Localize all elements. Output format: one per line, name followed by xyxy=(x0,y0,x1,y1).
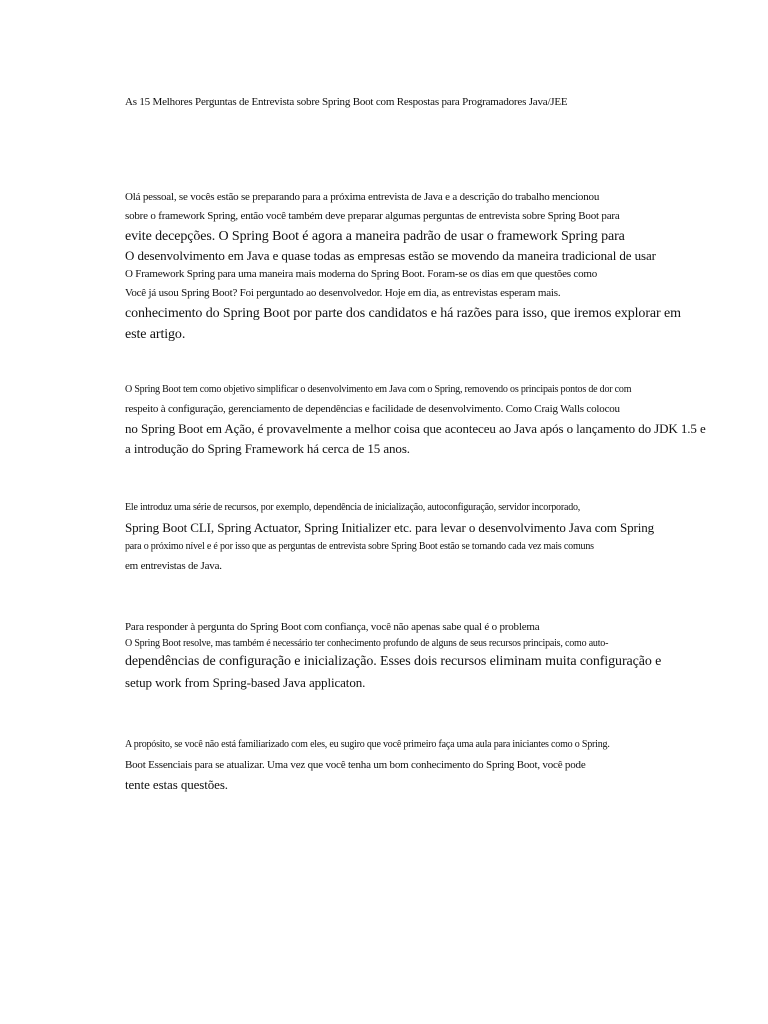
paragraph-line: Para responder à pergunta do Spring Boot com confiança, você não apenas sabe qual é o problema xyxy=(125,621,540,633)
paragraph-line: O Spring Boot tem como objetivo simplificar o desenvolvimento em Java com o Spring, removendo os principais pontos de dor com xyxy=(125,384,632,395)
paragraph-line: evite decepções. O Spring Boot é agora a maneira padrão de usar o framework Spring para xyxy=(125,229,625,244)
paragraph-line: O desenvolvimento em Java e quase todas as empresas estão se movendo da maneira tradicional de usar xyxy=(125,248,656,263)
paragraph-line: sobre o framework Spring, então você também deve preparar algumas perguntas de entrevista sobre Spring Boot para xyxy=(125,210,620,222)
paragraph-line: respeito à configuração, gerenciamento de dependências e facilidade de desenvolvimento. Como Craig Walls colocou xyxy=(125,403,620,415)
paragraph-line: dependências de configuração e inicialização. Esses dois recursos eliminam muita configuração e xyxy=(125,654,662,669)
paragraph-line: este artigo. xyxy=(125,327,186,342)
paragraph-line: Ele introduz uma série de recursos, por exemplo, dependência de inicialização, autoconfiguração, servidor incorporado, xyxy=(125,502,581,513)
paragraph-line: Spring Boot CLI, Spring Actuator, Spring Initializer etc. para levar o desenvolvimento Java com Spring xyxy=(125,520,655,535)
paragraph-2 xyxy=(125,379,725,459)
paragraph-line: O Spring Boot resolve, mas também é necessário ter conhecimento profundo de alguns de seus recursos principais, como auto- xyxy=(125,638,609,649)
paragraph-line: Você já usou Spring Boot? Foi perguntado ao desenvolvedor. Hoje em dia, as entrevistas esperam mais. xyxy=(125,287,561,299)
paragraph-3 xyxy=(125,498,725,578)
document-title: As 15 Melhores Perguntas de Entrevista sobre Spring Boot com Respostas para Programadores Java/JEE xyxy=(125,96,568,108)
paragraph-line: Olá pessoal, se vocês estão se preparando para a próxima entrevista de Java e a descrição do trabalho mencionou xyxy=(125,191,600,203)
paragraph-line: para o próximo nível e é por isso que as perguntas de entrevista sobre Spring Boot estão se tornando cada vez mais comuns xyxy=(125,541,594,552)
paragraph-line: Boot Essenciais para se atualizar. Uma vez que você tenha um bom conhecimento do Spring Boot, você pode xyxy=(125,759,586,771)
paragraph-line: a introdução do Spring Framework há cerca de 15 anos. xyxy=(125,441,410,456)
paragraph-line: setup work from Spring-based Java applicaton. xyxy=(125,675,366,690)
paragraph-line: conhecimento do Spring Boot por parte dos candidatos e há razões para isso, que iremos explorar em xyxy=(125,306,681,321)
paragraph-5 xyxy=(125,735,725,795)
paragraph-line: O Framework Spring para uma maneira mais moderna do Spring Boot. Foram-se os dias em que questões como xyxy=(125,268,598,280)
paragraph-line: no Spring Boot em Ação, é provavelmente a melhor coisa que aconteceu ao Java após o lançamento do JDK 1.5 e xyxy=(125,421,706,436)
paragraph-4 xyxy=(125,617,725,693)
paragraph-1 xyxy=(125,188,725,345)
paragraph-line: A propósito, se você não está familiarizado com eles, eu sugiro que você primeiro faça uma aula para iniciantes como o Spring. xyxy=(125,739,610,750)
paragraph-line: tente estas questões. xyxy=(125,777,228,792)
paragraph-line: em entrevistas de Java. xyxy=(125,560,222,572)
